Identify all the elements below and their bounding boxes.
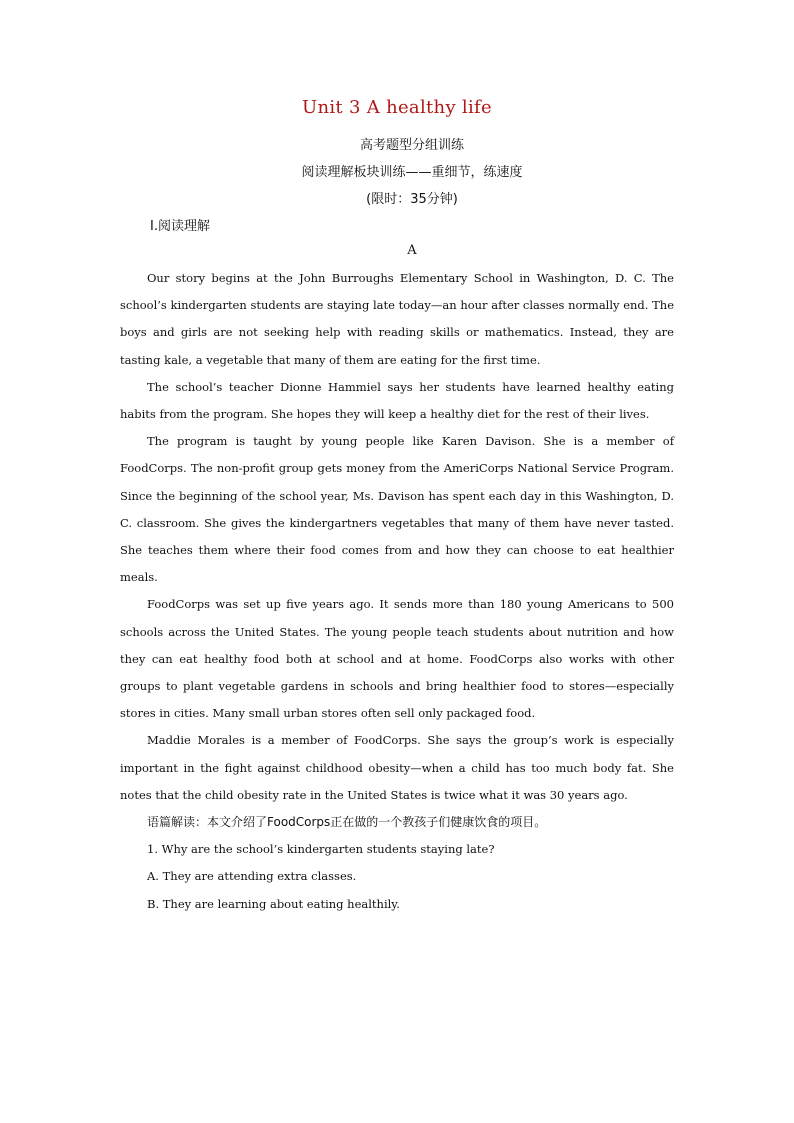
passage-label: A: [407, 243, 417, 258]
passage-paragraph-1: Our story begins at the John Burroughs Elementary School in Washington, D. C. The school’s kindergarten students are staying late today—an hour after classes normally end. The boys and girls are not seeking help with reading skills or mathematics. Instead, they are tasting kale, a vegetable that many of them are eating for the first time.: [120, 271, 674, 367]
passage-paragraph-4: FoodCorps was set up five years ago. It sends more than 180 young Americans to 500 schools across the United States. The young people teach students about nutrition and how they can eat healthy food both at school and at home. FoodCorps also works with other groups to plant vegetable gardens in schools and bring healthier food to stores—especially stores in cities. Many small urban stores often sell only packaged food.: [120, 597, 674, 721]
passage-paragraph-5: Maddie Morales is a member of FoodCorps. She says the group’s work is especially important in the fight against childhood obesity—when a child has too much body fat. She notes that the child obesity rate in the United States is twice what it was 30 years ago.: [120, 733, 674, 802]
section-heading: Ⅰ.阅读理解: [150, 219, 210, 234]
time-limit: (限时：35分钟): [366, 192, 458, 207]
training-subtitle: 阅读理解板块训练——重细节，练速度: [301, 165, 523, 180]
passage-paragraph-3: The program is taught by young people like Karen Davison. She is a member of FoodCorps. The non-profit group gets money from the AmeriCorps National Service Program. Since the beginning of the school year, Ms. Davison has spent each day in this Washington, D. C. classroom. She gives the kindergartners vegetables that many of them have never tasted. She teaches them where their food comes from and how they can choose to eat healthier meals.: [120, 434, 674, 585]
question-1-option-a: A. They are attending extra classes.: [147, 869, 357, 884]
question-1-option-b: B. They are learning about eating healthily.: [147, 896, 400, 911]
passage-analysis: 语篇解读：本文介绍了FoodCorps正在做的一个教孩子们健康饮食的项目。: [147, 815, 547, 830]
exam-type-subtitle: 高考题型分组训练: [359, 138, 464, 153]
passage-paragraph-2: The school’s teacher Dionne Hammiel says her students have learned healthy eating habits from the program. She hopes they will keep a healthy diet for the rest of their lives.: [120, 379, 674, 422]
document-title: Unit 3 A healthy life: [302, 97, 492, 118]
question-1: 1. Why are the school’s kindergarten students staying late?: [147, 842, 495, 857]
passage-body: [120, 265, 674, 918]
